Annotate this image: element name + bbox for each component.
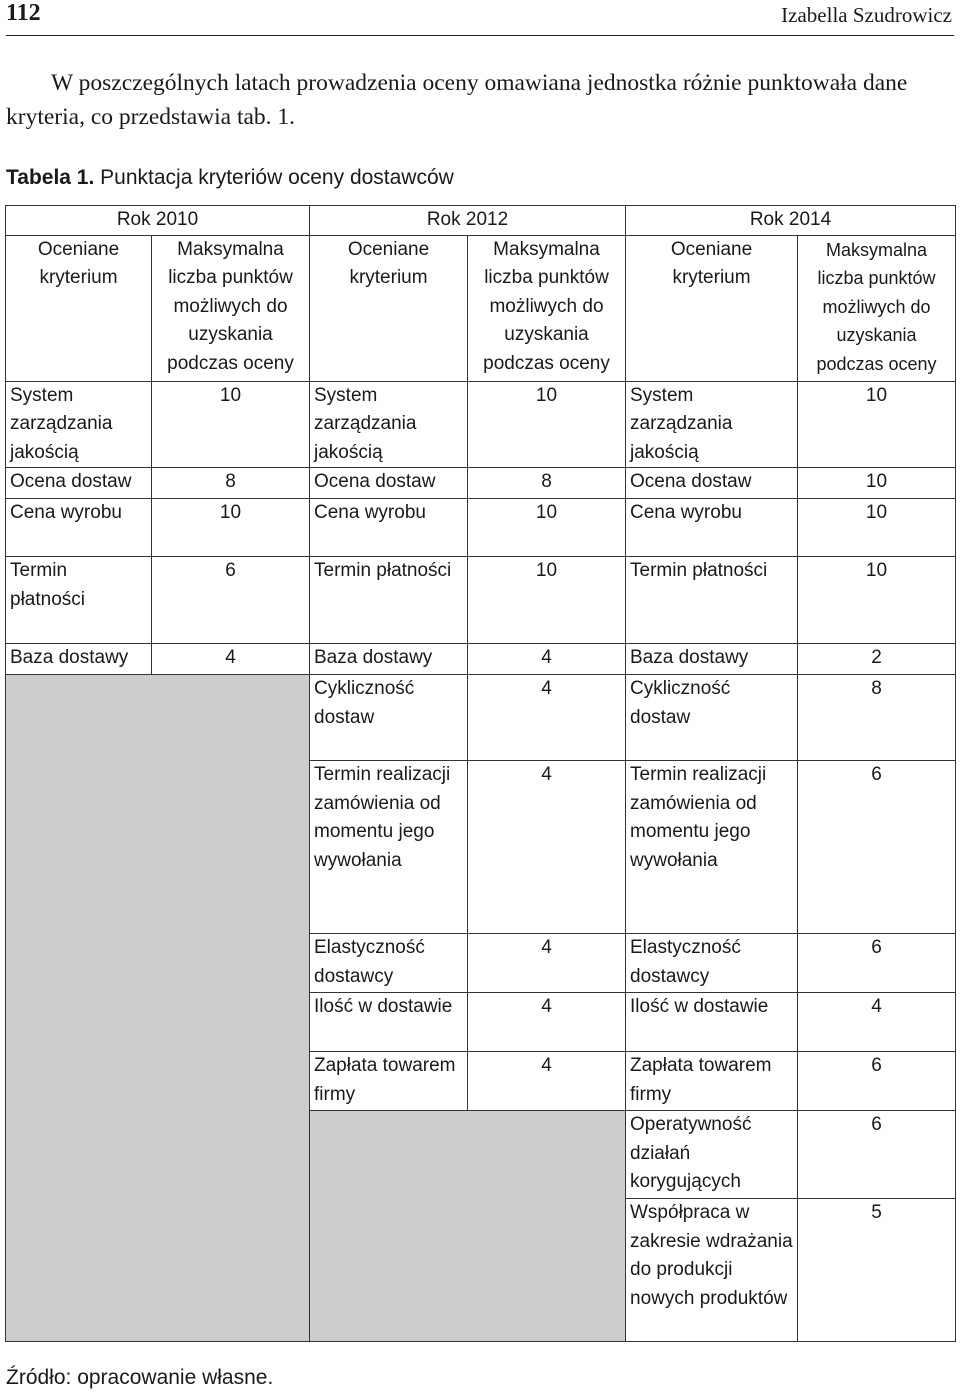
- points-cell: 6: [798, 761, 956, 934]
- year-2012-header: Rok 2012: [310, 206, 626, 236]
- table-row: [6, 557, 956, 644]
- empty-shaded-cell-2010: [6, 675, 310, 1342]
- points-cell: 6: [798, 1052, 956, 1111]
- points-cell: 2: [798, 644, 956, 675]
- intro-paragraph: W poszczególnych latach prowadzenia oceny omawiana jednostka różnie punktowała dane kryteria, co przedstawia tab. 1.: [6, 70, 908, 130]
- points-cell: 5: [798, 1199, 956, 1342]
- criterion-cell: Ocena dostaw: [626, 468, 798, 499]
- table-caption: [6, 166, 454, 190]
- criterion-header-2010: Oceniane kryterium: [6, 235, 152, 381]
- criterion-cell: Elastyczność dostawcy: [626, 934, 798, 993]
- points-cell: 10: [152, 499, 310, 557]
- year-header-row: [6, 206, 956, 236]
- points-cell: 8: [468, 468, 626, 499]
- page-number: 112: [6, 0, 41, 26]
- criterion-cell: Cena wyrobu: [310, 499, 468, 557]
- criterion-cell: Zapłata towarem firmy: [310, 1052, 468, 1111]
- criterion-cell: Baza dostawy: [626, 644, 798, 675]
- criterion-header-2014: Oceniane kryterium: [626, 235, 798, 381]
- points-cell: 10: [152, 381, 310, 468]
- table-source-note: Źródło: opracowanie własne.: [6, 1366, 274, 1389]
- points-cell: 4: [468, 644, 626, 675]
- points-cell: 10: [798, 557, 956, 644]
- points-cell: 8: [152, 468, 310, 499]
- running-header-author: Izabella Szudrowicz: [781, 3, 952, 27]
- points-cell: 4: [468, 675, 626, 761]
- column-header-row: [6, 235, 956, 381]
- points-cell: 8: [798, 675, 956, 761]
- year-2010-header: Rok 2010: [6, 206, 310, 236]
- points-cell: 6: [152, 557, 310, 644]
- points-cell: 4: [468, 934, 626, 993]
- points-cell: 4: [152, 644, 310, 675]
- points-cell: 10: [468, 557, 626, 644]
- criterion-cell: System zarządzania jakością: [6, 381, 152, 468]
- criterion-cell: Ocena dostaw: [310, 468, 468, 499]
- max-points-header-2014: Maksymalna liczba punktów możliwych do uzyskania podczas oceny: [798, 235, 956, 381]
- criterion-cell: Termin płatności: [310, 557, 468, 644]
- table-caption-text: Punktacja kryteriów oceny dostawców: [94, 166, 454, 189]
- criterion-cell: Baza dostawy: [310, 644, 468, 675]
- criterion-cell: Ilość w dostawie: [626, 993, 798, 1052]
- points-cell: 6: [798, 934, 956, 993]
- criterion-cell: Zapłata towarem firmy: [626, 1052, 798, 1111]
- criterion-cell: Baza dostawy: [6, 644, 152, 675]
- criterion-cell: Operatywność działań korygujących: [626, 1111, 798, 1199]
- table-row: [6, 675, 956, 761]
- points-cell: 4: [798, 993, 956, 1052]
- criterion-cell: Cykliczność dostaw: [626, 675, 798, 761]
- criterion-cell: Termin płatności: [6, 557, 152, 644]
- year-2014-header: Rok 2014: [626, 206, 956, 236]
- table-row: [6, 644, 956, 675]
- criterion-cell: Współpraca w zakresie wdrażania do produkcji nowych produktów: [626, 1199, 798, 1342]
- criterion-cell: Elastyczność dostawcy: [310, 934, 468, 993]
- max-points-header-2012: Maksymalna liczba punktów możliwych do uzyskania podczas oceny: [468, 235, 626, 381]
- empty-shaded-cell-2012: [310, 1111, 626, 1342]
- criterion-cell: Ilość w dostawie: [310, 993, 468, 1052]
- max-points-header-2010: Maksymalna liczba punktów możliwych do uzyskania podczas oceny: [152, 235, 310, 381]
- points-cell: 6: [798, 1111, 956, 1199]
- points-cell: 10: [468, 499, 626, 557]
- criterion-cell: Cena wyrobu: [6, 499, 152, 557]
- points-cell: 4: [468, 1052, 626, 1111]
- points-cell: 4: [468, 993, 626, 1052]
- points-cell: 4: [468, 761, 626, 934]
- criterion-cell: System zarządzania jakością: [626, 381, 798, 468]
- table-caption-label: Tabela 1.: [6, 166, 95, 189]
- criterion-cell: Cena wyrobu: [626, 499, 798, 557]
- criterion-cell: System zarządzania jakością: [310, 381, 468, 468]
- table-row: [6, 381, 956, 468]
- points-cell: 10: [798, 468, 956, 499]
- criterion-cell: Termin realizacji zamówienia od momentu jego wywołania: [310, 761, 468, 934]
- points-cell: 10: [798, 381, 956, 468]
- points-cell: 10: [798, 499, 956, 557]
- criteria-table: [5, 205, 956, 1342]
- criterion-cell: Ocena dostaw: [6, 468, 152, 499]
- criterion-cell: Cykliczność dostaw: [310, 675, 468, 761]
- points-cell: 10: [468, 381, 626, 468]
- criterion-cell: Termin realizacji zamówienia od momentu jego wywołania: [626, 761, 798, 934]
- criterion-cell: Termin płatności: [626, 557, 798, 644]
- table-row: [6, 499, 956, 557]
- header-rule: [6, 35, 954, 36]
- table-row: [6, 468, 956, 499]
- criterion-header-2012: Oceniane kryterium: [310, 235, 468, 381]
